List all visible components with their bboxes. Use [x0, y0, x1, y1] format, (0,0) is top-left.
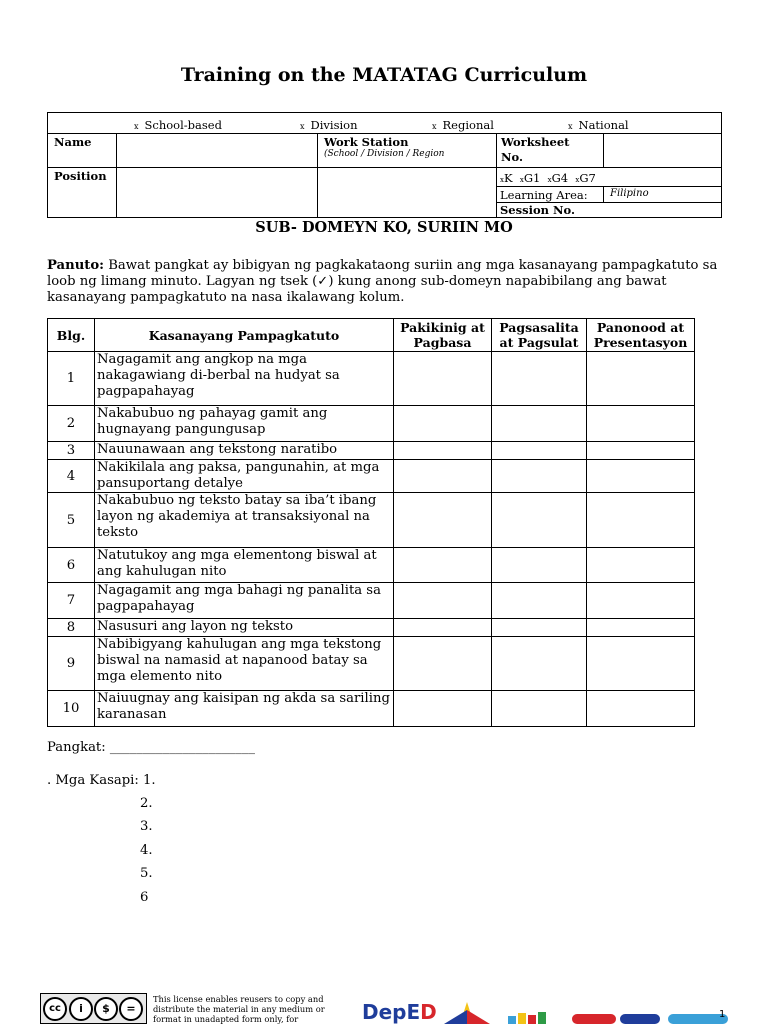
- row-number: 8: [48, 619, 95, 637]
- grade-checkbox-mark: x: [547, 176, 552, 184]
- level-checkbox-mark: x: [432, 122, 437, 131]
- row-number: 9: [48, 637, 95, 691]
- info-col-divider: [496, 134, 497, 218]
- page-number: 1: [719, 1009, 726, 1020]
- check-cell-speaking-writing[interactable]: [492, 619, 587, 637]
- creative-commons-badge: [40, 993, 147, 1024]
- position-label: Position: [54, 169, 107, 183]
- row-number: 7: [48, 583, 95, 619]
- deped-logo: [362, 1000, 437, 1024]
- row-number: 2: [48, 406, 95, 442]
- check-cell-speaking-writing[interactable]: [492, 548, 587, 583]
- level-option-label: Division: [310, 118, 358, 132]
- table-row: [48, 493, 695, 548]
- grade-checkbox-mark: x: [575, 176, 580, 184]
- check-cell-speaking-writing[interactable]: [492, 493, 587, 548]
- member-line-4[interactable]: 4.: [140, 843, 153, 858]
- attribution-icon: i: [69, 997, 93, 1021]
- table-header-row: [48, 319, 695, 352]
- level-option-school-based[interactable]: [134, 118, 222, 132]
- name-label: Name: [54, 135, 92, 149]
- grade-label: K: [503, 171, 513, 185]
- info-table: [47, 112, 722, 218]
- level-option-label: Regional: [442, 118, 494, 132]
- noncommercial-icon: $: [94, 997, 118, 1021]
- check-cell-listening-reading[interactable]: [394, 548, 492, 583]
- table-row: [48, 406, 695, 442]
- level-option-division[interactable]: [300, 118, 358, 132]
- info-col-divider: [603, 186, 604, 202]
- members-label: . Mga Kasapi: 1.: [47, 773, 156, 788]
- check-cell-listening-reading[interactable]: [394, 406, 492, 442]
- info-row-divider: [496, 186, 721, 187]
- position-field[interactable]: [117, 168, 316, 218]
- row-number: 3: [48, 442, 95, 460]
- level-option-regional[interactable]: [432, 118, 494, 132]
- check-cell-speaking-writing[interactable]: [492, 637, 587, 691]
- row-competency: Naiuugnay ang kaisipan ng akda sa sariling karanasan: [95, 691, 394, 727]
- table-row: [48, 583, 695, 619]
- license-text: This license enables reusers to copy and distribute the material in any medium or format in unadapted form only, for: [153, 994, 325, 1024]
- check-cell-listening-reading[interactable]: [394, 691, 492, 727]
- group-field[interactable]: Pangkat: ______________________: [47, 740, 255, 755]
- grade-checkbox-mark: x: [519, 176, 524, 184]
- session-number-field[interactable]: [604, 203, 721, 218]
- row-competency: Nagagamit ang angkop na mga nakagawiang di-berbal na hudyat sa pagpapahayag: [95, 352, 394, 406]
- document-title: Training on the MATATAG Curriculum: [180, 64, 588, 86]
- no-derivatives-icon: =: [119, 997, 143, 1021]
- deped-logo-text: DepE: [362, 1000, 421, 1024]
- header-speaking-writing: Pagsasalita at Pagsulat: [492, 319, 587, 352]
- row-competency: Nauunawaan ang tekstong naratibo: [95, 442, 394, 460]
- level-option-label: School-based: [144, 118, 222, 132]
- check-cell-speaking-writing[interactable]: [492, 406, 587, 442]
- row-number: 1: [48, 352, 95, 406]
- row-number: 6: [48, 548, 95, 583]
- cc-icon: cc: [43, 997, 67, 1021]
- partner-logos-icon: [508, 1010, 738, 1024]
- competency-table: [47, 318, 695, 727]
- member-line-2[interactable]: 2.: [140, 796, 153, 811]
- check-cell-speaking-writing[interactable]: [492, 691, 587, 727]
- grade-checkbox-mark: x: [500, 176, 504, 184]
- check-cell-viewing-presenting[interactable]: [587, 691, 695, 727]
- check-cell-viewing-presenting[interactable]: [587, 548, 695, 583]
- row-competency: Natutukoy ang mga elementong biswal at ang kahulugan nito: [95, 548, 394, 583]
- grade-label: G1: [523, 171, 541, 185]
- table-row: [48, 691, 695, 727]
- check-cell-listening-reading[interactable]: [394, 619, 492, 637]
- row-competency: Nagagamit ang mga bahagi ng panalita sa pagpapahayag: [95, 583, 394, 619]
- header-number: Blg.: [48, 319, 95, 352]
- check-cell-speaking-writing[interactable]: [492, 583, 587, 619]
- check-cell-viewing-presenting[interactable]: [587, 619, 695, 637]
- grade-option-g1[interactable]: [520, 171, 540, 185]
- check-cell-viewing-presenting[interactable]: [587, 637, 695, 691]
- name-field[interactable]: [117, 134, 316, 167]
- learning-area-value: Filipino: [610, 188, 649, 199]
- grade-option-k[interactable]: [500, 171, 513, 185]
- check-cell-listening-reading[interactable]: [394, 583, 492, 619]
- check-cell-speaking-writing[interactable]: [492, 460, 587, 493]
- check-cell-viewing-presenting[interactable]: [587, 583, 695, 619]
- worksheet-number-field[interactable]: [604, 134, 721, 167]
- row-competency: Nabibigyang kahulugan ang mga tekstong biswal na namasid at napanood batay sa mga elemento nito: [95, 637, 394, 691]
- check-cell-viewing-presenting[interactable]: [587, 406, 695, 442]
- table-row: [48, 460, 695, 493]
- instructions-label: Panuto:: [47, 258, 105, 273]
- check-cell-viewing-presenting[interactable]: [587, 442, 695, 460]
- worksheet-label-line2: No.: [501, 150, 523, 164]
- check-cell-speaking-writing[interactable]: [492, 442, 587, 460]
- member-line-3[interactable]: 3.: [140, 819, 153, 834]
- header-competency: Kasanayang Pampagkatuto: [95, 319, 394, 352]
- check-cell-listening-reading[interactable]: [394, 637, 492, 691]
- instructions-text: Bawat pangkat ay bibigyan ng pagkakataong suriin ang mga kasanayang pampagkatuto sa loob ng limang minuto. Lagyan ng tsek (✓) kung anong sub-domeyn napabibilang ang bawat kasanayang pampagkatuto na nasa ikalawang kolum.: [47, 258, 718, 305]
- level-checkbox-mark: x: [300, 122, 305, 131]
- member-line-6[interactable]: 6: [140, 890, 149, 905]
- table-row: [48, 442, 695, 460]
- grade-option-g4[interactable]: [548, 171, 568, 185]
- table-row: [48, 619, 695, 637]
- row-competency: Nakikilala ang paksa, pangunahin, at mga pansuportang detalye: [95, 460, 394, 493]
- instructions: [47, 258, 727, 306]
- activity-title: SUB- DOMEYN KO, SURIIN MO: [255, 219, 513, 236]
- check-cell-listening-reading[interactable]: [394, 460, 492, 493]
- work-station-label: Work Station: [324, 135, 409, 149]
- session-label: Session No.: [500, 203, 575, 217]
- grade-level-options: [500, 171, 596, 185]
- row-competency: Nasusuri ang layon ng teksto: [95, 619, 394, 637]
- grade-label: G7: [579, 171, 596, 185]
- work-station-field[interactable]: [318, 168, 495, 218]
- row-number: 10: [48, 691, 95, 727]
- header-viewing-presenting: Panonood at Presentasyon: [587, 319, 695, 352]
- check-cell-speaking-writing[interactable]: [492, 352, 587, 406]
- check-cell-viewing-presenting[interactable]: [587, 493, 695, 548]
- check-cell-listening-reading[interactable]: [394, 352, 492, 406]
- table-row: [48, 548, 695, 583]
- philippine-seal-icon: [444, 1002, 490, 1024]
- table-row: [48, 637, 695, 691]
- header-listening-reading: Pakikinig at Pagbasa: [394, 319, 492, 352]
- level-checkbox-mark: x: [134, 122, 139, 131]
- work-station-hint: (School / Division / Region: [324, 149, 445, 159]
- deped-logo-text-accent: D: [420, 1000, 437, 1024]
- table-row: [48, 352, 695, 406]
- row-competency: Nakabubuo ng pahayag gamit ang hugnayang pangungusap: [95, 406, 394, 442]
- member-line-5[interactable]: 5.: [140, 866, 153, 881]
- row-competency: Nakabubuo ng teksto batay sa iba’t ibang layon ng akademiya at transaksiyonal na teksto: [95, 493, 394, 548]
- row-number: 5: [48, 493, 95, 548]
- level-option-national[interactable]: [568, 118, 629, 132]
- level-checkbox-mark: x: [568, 122, 573, 131]
- check-cell-viewing-presenting[interactable]: [587, 460, 695, 493]
- check-cell-listening-reading[interactable]: [394, 442, 492, 460]
- grade-label: G4: [551, 171, 569, 185]
- check-cell-listening-reading[interactable]: [394, 493, 492, 548]
- level-option-label: National: [578, 118, 629, 132]
- learning-area-label: Learning Area:: [500, 188, 588, 202]
- grade-option-g7[interactable]: [575, 171, 595, 185]
- row-number: 4: [48, 460, 95, 493]
- worksheet-label-line1: Worksheet: [501, 135, 570, 149]
- level-options-row: [48, 113, 721, 134]
- check-cell-viewing-presenting[interactable]: [587, 352, 695, 406]
